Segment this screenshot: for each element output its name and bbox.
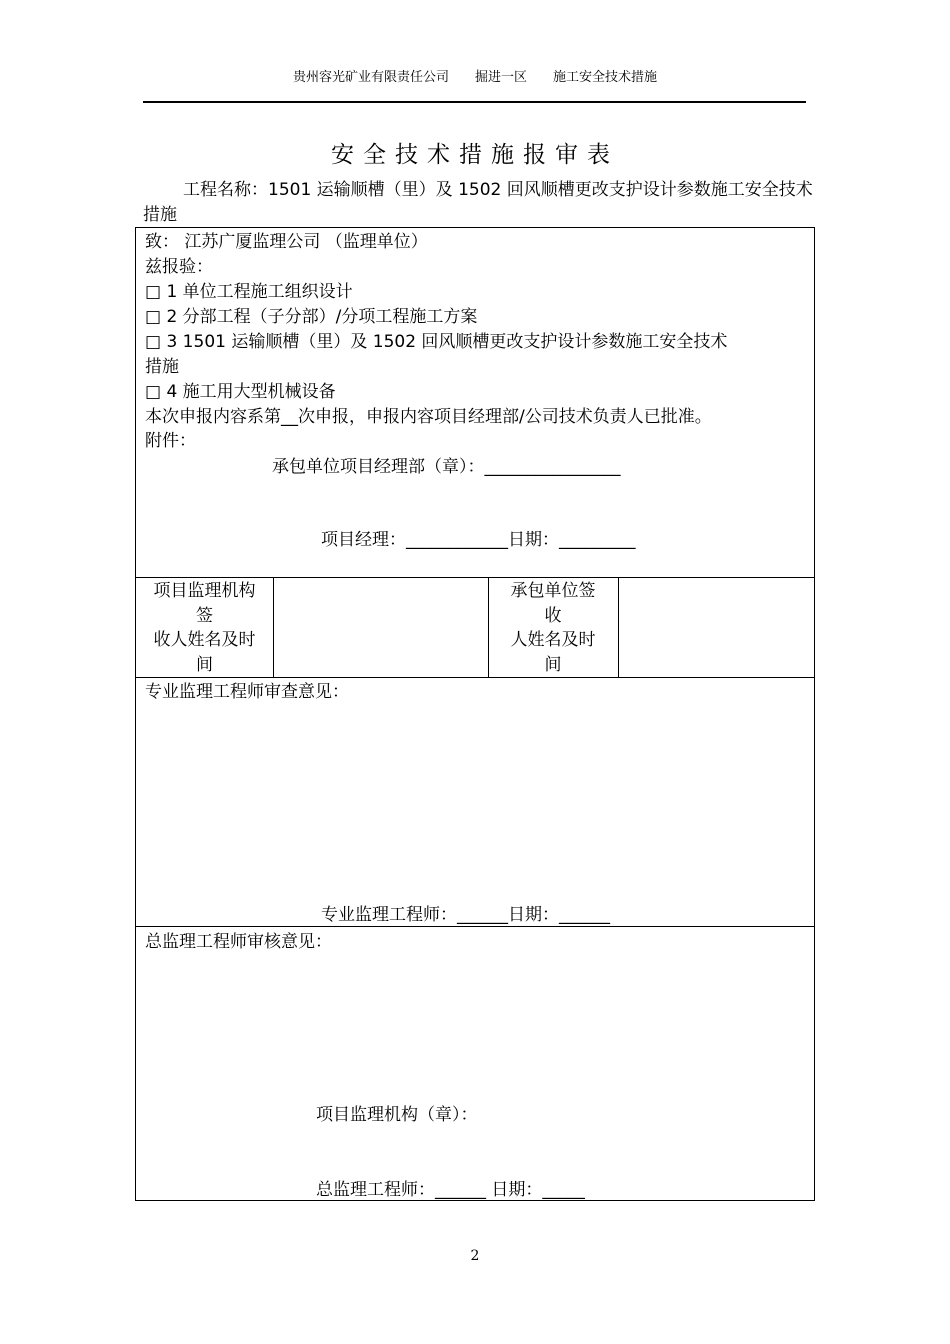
submit-label: 兹报验： <box>145 257 213 277</box>
option-1: □ 1 单位工程施工组织设计 <box>145 282 353 302</box>
running-header <box>0 66 950 85</box>
addressee: 致： 江苏广厦监理公司 （监理单位） <box>145 232 428 252</box>
header-company: 贵州容光矿业有限责任公司 <box>292 70 449 85</box>
form-title: 安全技术措施报审表 <box>331 142 619 168</box>
option-4: □ 4 施工用大型机械设备 <box>145 382 336 402</box>
approval-form-table <box>135 227 815 1201</box>
row-divider <box>136 677 814 678</box>
col-divider <box>273 577 274 677</box>
pm-sign-date: 项目经理：____________日期：_________ <box>321 530 636 550</box>
engineer-opinion-label: 专业监理工程师审查意见： <box>145 682 349 702</box>
institution-seal: 项目监理机构（章）： <box>316 1105 478 1125</box>
option-2: □ 2 分部工程（子分部）/分项工程施工方案 <box>145 307 478 327</box>
project-name: 工程名称：1501 运输顺槽（里）及 1502 回风顺槽更改支护设计参数施工安全技术措施 <box>143 180 813 225</box>
col-divider <box>618 577 619 677</box>
chief-sign-date: 总监理工程师：______ 日期：_____ <box>316 1180 585 1200</box>
row-divider <box>136 926 814 927</box>
row-divider <box>136 577 814 578</box>
page-number: 2 <box>470 1248 480 1264</box>
statement: 本次申报内容系第__次申报，申报内容项目经理部/公司技术负责人已批准。 <box>145 407 712 427</box>
header-rule <box>143 101 806 103</box>
chief-opinion-label: 总监理工程师审核意见： <box>145 932 332 952</box>
engineer-sign-date: 专业监理工程师：______日期：______ <box>321 905 610 925</box>
header-area: 掘进一区 <box>474 70 527 85</box>
contractor-dept-seal: 承包单位项目经理部（章）：________________ <box>272 457 621 477</box>
supervisor-sign-label: 项目监理机构 签 收人姓名及时 间 <box>153 581 256 675</box>
contractor-sign-label: 承包单位签 收 人姓名及时 间 <box>510 581 596 675</box>
attachment-label: 附件： <box>145 431 196 451</box>
option-3: □ 3 1501 运输顺槽（里）及 1502 回风顺槽更改支护设计参数施工安全技术 <box>145 332 728 352</box>
header-doc-title: 施工安全技术措施 <box>553 70 658 85</box>
option-3-cont: 措施 <box>145 357 179 377</box>
